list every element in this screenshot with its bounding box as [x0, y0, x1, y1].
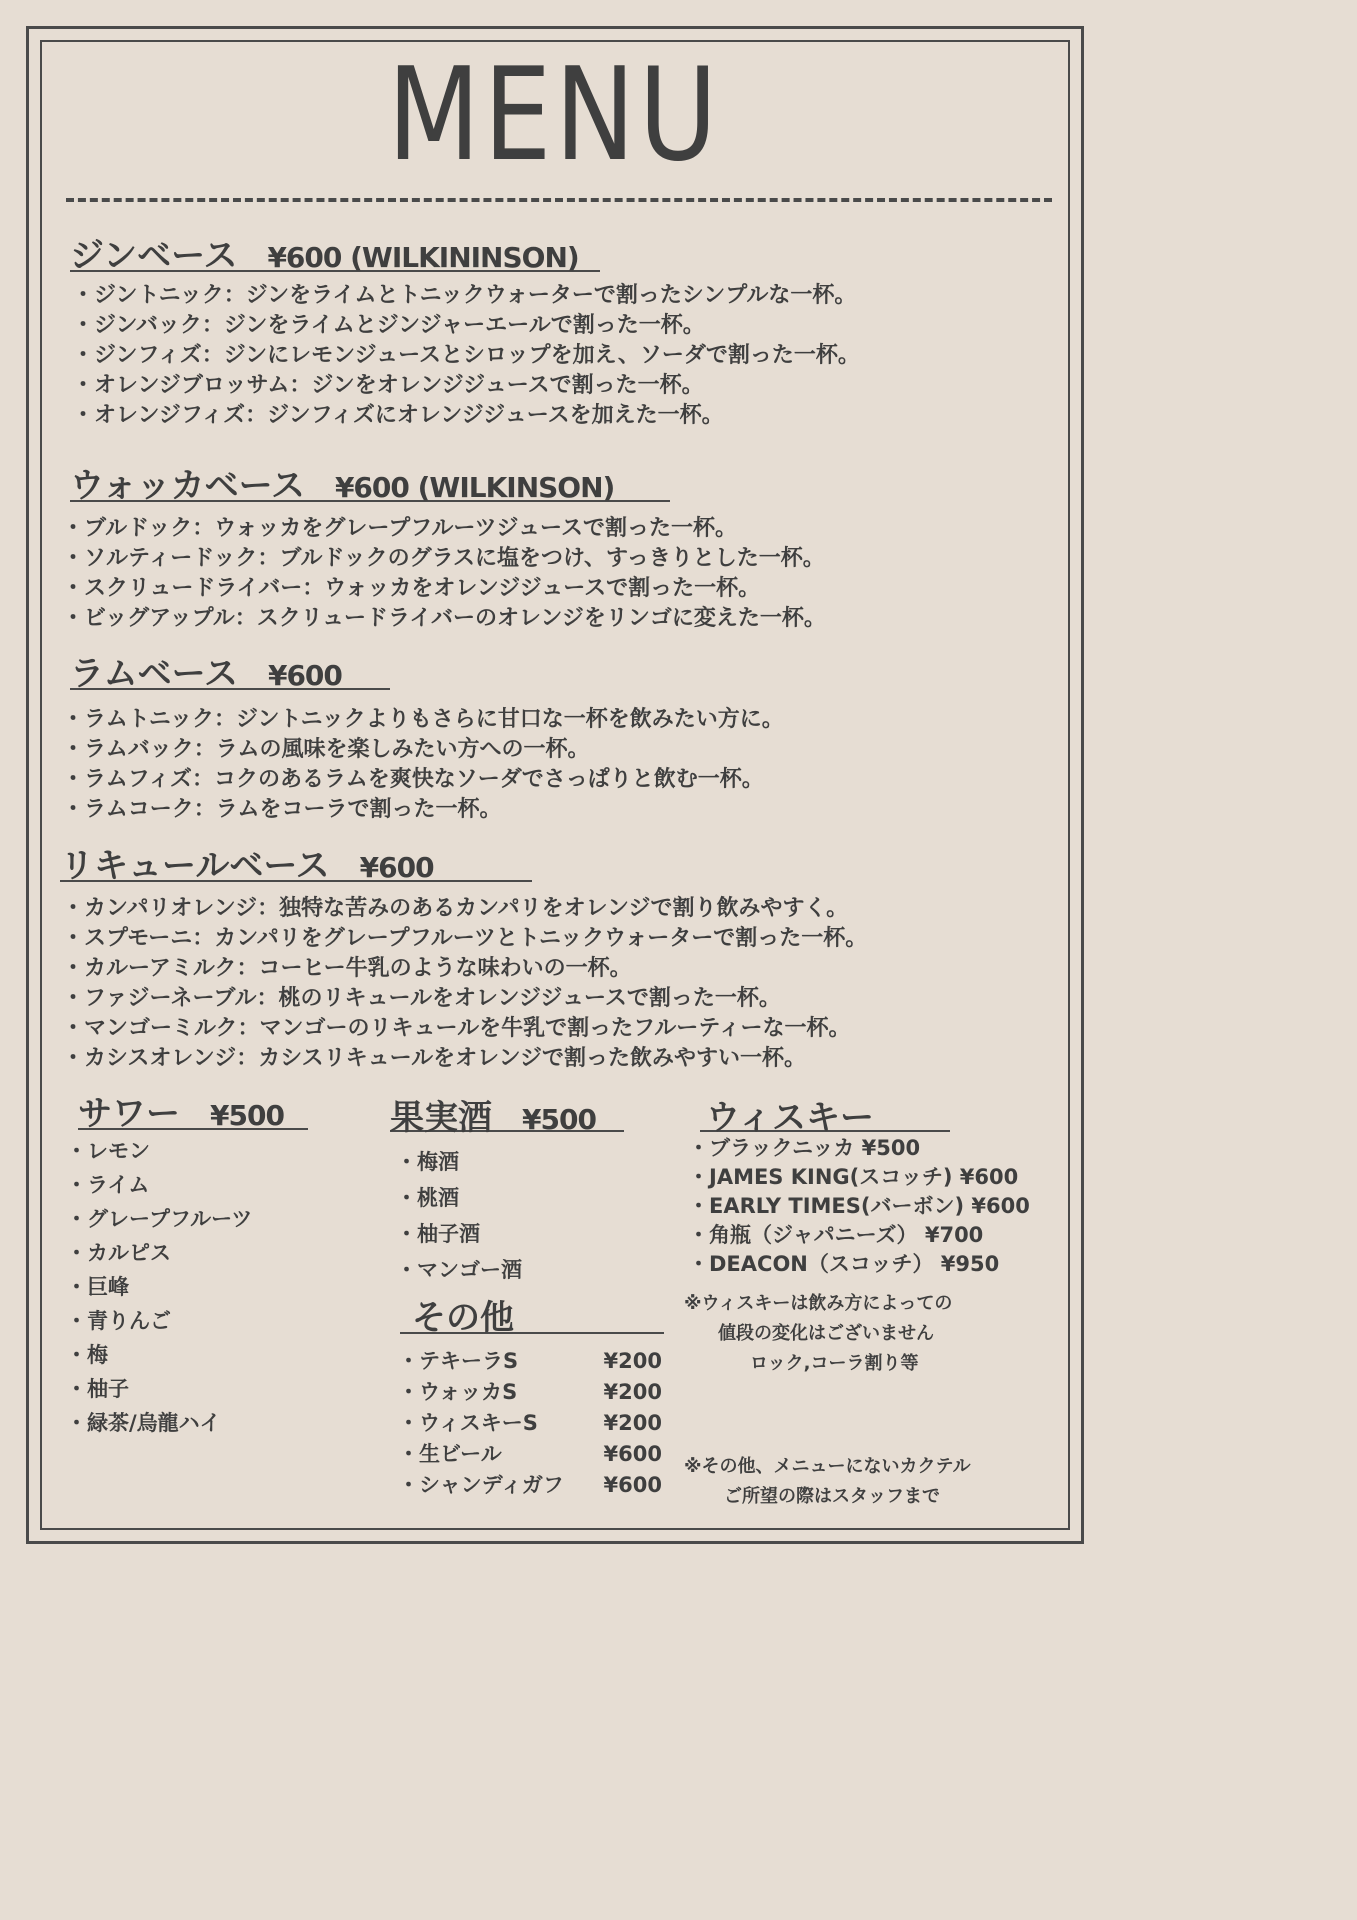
rum-section-price: ¥600: [267, 659, 342, 692]
item-price: ¥600: [603, 1442, 662, 1466]
vodka-section-header: [70, 458, 670, 506]
menu-item: ・スプモーニ：カンパリをグレープフルーツとトニックウォーターで割った一杯。: [62, 926, 868, 951]
menu-item: ・ライム: [66, 1173, 150, 1197]
item-price: ¥600: [603, 1473, 662, 1497]
menu-item: ・角瓶（ジャパニーズ） ¥700: [688, 1223, 984, 1247]
other-section-header: [400, 1290, 664, 1338]
sour-section-price: ¥500: [210, 1099, 284, 1132]
note-line: ※ウィスキーは飲み方によっての: [684, 1293, 953, 1314]
item-name: ・シャンディガフ: [398, 1473, 564, 1497]
fruit-wine-section-title: 果実酒: [390, 1098, 492, 1138]
menu-item: ・スクリュードライバー：ウォッカをオレンジジュースで割った一杯。: [62, 576, 761, 601]
menu-item: ・柚子: [66, 1377, 129, 1401]
rum-section-header: [70, 646, 390, 694]
note-line: 値段の変化はございません: [718, 1323, 934, 1344]
whisky-section-header: [700, 1090, 950, 1138]
menu-item: ・グレープフルーツ: [66, 1207, 253, 1231]
vodka-section-price: ¥600 (WILKINSON): [334, 471, 615, 504]
whisky-note: [684, 1289, 1024, 1379]
menu-item: ・ビッグアップル：スクリュードライバーのオレンジをリンゴに変えた一杯。: [62, 606, 826, 631]
item-name: ・テキーラS: [398, 1349, 519, 1373]
menu-item: ・ラムバック：ラムの風味を楽しみたい方への一杯。: [62, 737, 590, 762]
sour-item-list: [66, 1134, 252, 1440]
menu-item: ・オレンジフィズ：ジンフィズにオレンジジュースを加えた一杯。: [72, 403, 724, 428]
menu-title: MENU: [387, 41, 721, 190]
menu-item: ・JAMES KING(スコッチ) ¥600: [688, 1165, 1019, 1189]
sour-section-header: [78, 1086, 308, 1134]
menu-item: ・ジンバック：ジンをライムとジンジャーエールで割った一杯。: [72, 313, 705, 338]
menu-item: ・ジンフィズ：ジンにレモンジュースとシロップを加え、ソーダで割った一杯。: [72, 343, 860, 368]
gin-section-title: ジンベース: [70, 236, 238, 276]
item-price: ¥200: [603, 1411, 662, 1435]
liqueur-item-list: [62, 894, 867, 1074]
note-line: ロック,コーラ割り等: [750, 1353, 919, 1374]
menu-item: ・ラムコーク：ラムをコーラで割った一杯。: [62, 797, 502, 822]
other-section-title: その他: [412, 1298, 514, 1338]
menu-item: ・ラムフィズ：コクのあるラムを爽快なソーダでさっぱりと飲む一杯。: [62, 767, 764, 792]
item-price: ¥200: [603, 1349, 662, 1373]
menu-item: ・柚子酒: [396, 1222, 480, 1246]
liqueur-section-header: [60, 838, 532, 886]
gin-item-list: [72, 281, 860, 431]
item-name: ・ウィスキーS: [398, 1411, 538, 1435]
menu-item: ・EARLY TIMES(バーボン) ¥600: [688, 1194, 1030, 1218]
menu-item: [398, 1439, 662, 1470]
menu-item: [398, 1408, 662, 1439]
item-price: ¥200: [603, 1380, 662, 1404]
menu-item: ・DEACON（スコッチ） ¥950: [688, 1252, 1000, 1276]
whisky-section-title: ウィスキー: [706, 1098, 874, 1138]
fruit-wine-section-header: [390, 1090, 624, 1138]
item-name: ・生ビール: [398, 1442, 502, 1466]
fruit-wine-item-list: [396, 1144, 522, 1288]
note-line: ご所望の際はスタッフまで: [724, 1486, 940, 1507]
vodka-section-title: ウォッカベース: [70, 466, 305, 506]
menu-item: ・梅: [66, 1343, 108, 1367]
menu-item: ・マンゴーミルク：マンゴーのリキュールを牛乳で割ったフルーティーな一杯。: [62, 1016, 851, 1041]
menu-item: ・ファジーネーブル：桃のリキュールをオレンジジュースで割った一杯。: [62, 986, 781, 1011]
footer-note: [684, 1452, 1064, 1512]
menu-item: ・緑茶/烏龍ハイ: [66, 1411, 221, 1435]
liqueur-section-title: リキュールベース: [60, 846, 330, 886]
note-line: ※その他、メニューにないカクテル: [684, 1456, 971, 1477]
menu-item: ・ブルドック：ウォッカをグレープフルーツジュースで割った一杯。: [62, 516, 737, 541]
menu-item: ・マンゴー酒: [396, 1258, 522, 1282]
menu-item: ・巨峰: [66, 1275, 129, 1299]
rum-item-list: [62, 705, 784, 825]
menu-item: ・カルピス: [66, 1241, 171, 1265]
menu-item: ・レモン: [66, 1139, 150, 1163]
title-divider: [66, 198, 1052, 202]
menu-item: ・カンパリオレンジ：独特な苦みのあるカンパリをオレンジで割り飲みやすく。: [62, 896, 849, 921]
menu-item: ・ブラックニッカ ¥500: [688, 1136, 921, 1160]
menu-item: ・カルーアミルク：コーヒー牛乳のような味わいの一杯。: [62, 956, 632, 981]
menu-item: [398, 1346, 662, 1377]
menu-item: ・オレンジブロッサム：ジンをオレンジジュースで割った一杯。: [72, 373, 704, 398]
menu-item: ・梅酒: [396, 1150, 459, 1174]
fruit-wine-section-price: ¥500: [522, 1103, 596, 1136]
liqueur-section-price: ¥600: [359, 851, 434, 884]
other-item-list: [398, 1346, 662, 1501]
menu-item: [398, 1470, 662, 1501]
item-name: ・ウォッカS: [398, 1380, 518, 1404]
sour-section-title: サワー: [78, 1094, 180, 1134]
menu-item: ・ソルティードック：ブルドックのグラスに塩をつけ、すっきりとした一杯。: [62, 546, 825, 571]
gin-section-header: [70, 228, 600, 276]
vodka-item-list: [62, 514, 826, 634]
whisky-item-list: [688, 1134, 1030, 1279]
menu-item: ・桃酒: [396, 1186, 459, 1210]
menu-item: ・青りんご: [66, 1309, 171, 1333]
rum-section-title: ラムベース: [70, 654, 238, 694]
menu-item: ・カシスオレンジ：カシスリキュールをオレンジで割った飲みやすい一杯。: [62, 1046, 807, 1071]
menu-item: ・ラムトニック：ジントニックよりもさらに甘口な一杯を飲みたい方に。: [62, 707, 784, 732]
menu-item: [398, 1377, 662, 1408]
gin-section-price: ¥600 (WILKININSON): [267, 241, 579, 274]
menu-item: ・ジントニック：ジンをライムとトニックウォーターで割ったシンプルな一杯。: [72, 283, 857, 308]
